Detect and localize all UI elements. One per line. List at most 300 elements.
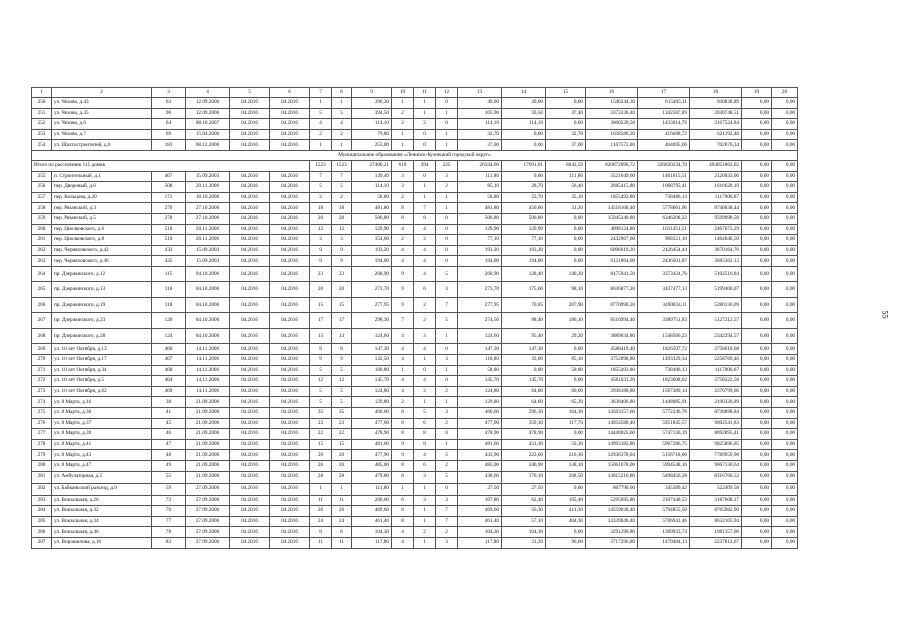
table-cell: 08.12.2006 [186,140,230,151]
table-cell: 15.09.2003 [186,171,230,182]
table-cell: 15.04.2006 [186,129,230,140]
table-cell: 0,00 [772,516,798,527]
table-cell: ул. 8 Марта, д.41 [52,439,152,450]
table-cell: ул. Амбулаторная, д.5 [52,471,152,483]
table-cell: 79,80 [352,129,392,140]
table-cell: 280 [32,460,52,471]
table-cell: 6121864,00 [586,256,638,267]
table-cell: 8 [392,516,414,527]
table-cell: 7 [332,171,352,182]
table-cell: 100,80 [352,365,392,376]
table-cell: 28,70 [502,182,546,193]
table-cell: 4 [414,245,436,256]
table-cell: 207,90 [546,297,586,313]
table-cell: 12.09.2006 [186,98,230,109]
table-cell: 9002541,83 [690,418,742,429]
table-cell: 277 [32,429,52,440]
table-cell: 04.2016 [230,192,270,203]
table-cell: 5706941,46 [638,516,690,527]
table-cell: 8770990,20 [586,297,638,313]
table-cell: 20 [310,450,332,461]
table-cell: 0,00 [546,527,586,538]
table-cell: 0 [436,376,458,387]
table-cell: 04.2016 [270,192,310,203]
table-cell: 478,90 [502,429,546,440]
table-cell: 18 [332,203,352,214]
table-cell: 4 [414,376,436,387]
totals-cell: 1523 [332,160,352,171]
table-cell: 271 [32,365,52,376]
table-cell: 485,00 [458,460,502,471]
table-cell: 58,80 [352,192,392,203]
table-cell: 481,80 [352,203,392,214]
table-cell: 04.2016 [270,108,310,119]
table-cell: 3 [436,282,458,298]
table-cell: 04.2016 [270,450,310,461]
table-cell: 26 [332,460,352,471]
table-cell: 124,80 [458,386,502,397]
table-cell: 1 [414,537,436,548]
table-cell: 88,40 [502,313,546,329]
table-cell: 186,10 [546,313,586,329]
column-number: 18 [690,88,742,98]
table-cell: 04.2016 [230,460,270,471]
table-cell: 0,00 [742,483,772,495]
table-cell: 468 [152,365,186,376]
table-cell: 27.09.2006 [186,537,230,548]
table-cell: 2 [414,313,436,329]
table-cell: 11 [310,495,332,506]
table-cell: 461,40 [352,516,392,527]
table-cell: 04.2016 [230,450,270,461]
table-cell: 0,00 [772,313,798,329]
table-cell: 3717296,80 [586,537,638,548]
table-cell: 0 [414,365,436,376]
table-cell: 621192,48 [690,129,742,140]
table-cell: 0,00 [742,203,772,214]
table-cell: 5 [332,397,352,408]
table-cell: 98,10 [546,282,586,298]
table-cell: 114,10 [502,119,546,130]
table-cell: 0,00 [772,495,798,506]
table-cell: 273 [32,386,52,397]
table-cell: 20 [310,282,332,298]
table-cell: 346,90 [502,460,546,471]
table-cell: 0 [436,119,458,130]
table-cell: 2 [436,386,458,397]
table-cell: 4 [392,245,414,256]
table-cell: 411,30 [546,506,586,517]
table-row [32,182,798,193]
table-row [32,171,798,182]
table-cell: 8 [392,429,414,440]
table-cell: 223,60 [502,450,546,461]
table-cell: 9 [392,450,414,461]
table-cell: 252 [32,119,52,130]
table-cell: 0 [436,483,458,495]
table-cell: 8740038,44 [690,203,742,214]
table-cell: 04.2016 [270,328,310,344]
table-cell: 0,00 [742,192,772,203]
table-cell: 0,00 [742,439,772,450]
table-cell: 3 [414,471,436,483]
table-cell: 1342587,89 [638,108,690,119]
table-cell: 124,60 [352,328,392,344]
table-cell: 277,95 [458,297,502,313]
table-cell: 1433014,76 [638,119,690,130]
table-cell: 04.2016 [270,439,310,450]
table-cell: 04.2016 [230,297,270,313]
totals-cell: 26334,60 [458,160,502,171]
table-cell: 0,00 [742,527,772,538]
table-cell: ул. 8 Марта, д.43 [52,450,152,461]
table-cell: 1 [414,98,436,109]
table-cell: 0,00 [742,245,772,256]
table-row [32,471,798,483]
table-cell: 11 [332,495,352,506]
table-cell: 128,40 [502,266,546,282]
table-cell: 3187608,27 [690,495,742,506]
table-cell: 0,00 [742,108,772,119]
table-cell: 6096619,20 [586,245,638,256]
table-cell: 5794855,50 [638,506,690,517]
table-cell: 298,30 [352,313,392,329]
table-cell: 0,00 [772,527,798,538]
table-cell: 0,00 [772,506,798,517]
table-cell: 1 [392,365,414,376]
table-cell: 14.11.2006 [186,386,230,397]
table-cell: 04.2016 [230,429,270,440]
table-cell: 1 [414,516,436,527]
table-cell: 5 [310,386,332,397]
table-cell: 04.2016 [230,313,270,329]
table-cell: 5 [436,313,458,329]
table-cell: 04.2016 [270,506,310,517]
table-cell: 4 [392,344,414,355]
table-cell: 04.2016 [270,203,310,214]
table-cell: 04.2016 [270,119,310,130]
table-cell: 277,95 [352,297,392,313]
table-cell: 47 [152,439,186,450]
table-cell: 4 [392,386,414,397]
table-cell: 04.2016 [270,527,310,538]
table-cell: 64,80 [502,386,546,397]
table-cell: ул. 10 лет Октября, д.5 [52,376,152,387]
table-row [32,282,798,298]
table-cell: 1981357,06 [690,527,742,538]
table-cell: 1401615,51 [638,171,690,182]
table-cell: 7 [310,171,332,182]
table-cell: 04.2016 [230,386,270,397]
table-cell: 27.09.2006 [186,483,230,495]
table-cell: 256 [32,182,52,193]
table-cell: 8 [310,344,332,355]
table-cell: 7 [436,516,458,527]
table-cell: 1 [332,98,352,109]
table-row [32,450,798,461]
table-cell: 76 [152,506,186,517]
table-cell: 105,40 [546,495,586,506]
table-cell: 1 [392,98,414,109]
table-cell: 4 [392,256,414,267]
table-cell: 4 [392,328,414,344]
table-cell: 20 [332,450,352,461]
table-cell: 14518100,40 [586,203,638,214]
column-number: 19 [742,88,772,98]
table-cell: 5280136,09 [690,297,742,313]
table-cell: 1567389,14 [638,386,690,397]
table-cell: 6 [414,460,436,471]
totals-cell: 17691,01 [502,160,546,171]
table-cell: ул. Чехова, д.6 [52,119,152,130]
table-cell: ул. 8 Марта, д.30 [52,407,152,418]
table-cell: 268 [32,328,52,344]
table-row [32,235,798,246]
table-cell: 118 [152,297,186,313]
table-cell: 59 [152,483,186,495]
table-cell: ул. 8 Марта, д.16 [52,397,152,408]
table-cell: 390,30 [352,98,392,109]
table-cell: 0 [436,256,458,267]
table-cell: 21.09.2006 [186,429,230,440]
table-cell: пер. Черняховского, д.46 [52,256,152,267]
table-cell: 1 [392,483,414,495]
table-row [32,192,798,203]
table-cell: 04.2016 [270,355,310,366]
table-row [32,418,798,429]
table-row [32,119,798,130]
table-cell: 5 [332,182,352,193]
table-cell: 04.10.2006 [186,297,230,313]
table-cell: 1493329,34 [638,355,690,366]
table-cell: 04.2016 [230,245,270,256]
table-cell: 04.2016 [230,282,270,298]
table-cell: 269 [32,344,52,355]
table-cell: 253,00 [352,140,392,151]
table-cell: 140,20 [546,266,586,282]
table-cell: 4 [392,376,414,387]
table-cell: пер. Кольцова, д.20 [52,192,152,203]
table-cell: 0,00 [772,386,798,397]
table-cell: 2030748,51 [690,108,742,119]
column-number: 3 [152,88,186,98]
table-cell: 2 [414,119,436,130]
table-cell: 0,00 [742,129,772,140]
table-cell: 2258769,46 [690,355,742,366]
table-cell: 2 [436,418,458,429]
table-cell: 4588419,40 [586,344,638,355]
table-cell: 04.2016 [270,171,310,182]
table-cell: 04.2016 [270,313,310,329]
table-cell: 14559038,40 [586,506,638,517]
table-cell: 0,00 [772,483,798,495]
table-cell: 11 [310,537,332,548]
column-number: 12 [436,88,458,98]
table-cell: 519 [152,235,186,246]
table-cell: 69 [152,129,186,140]
table-cell: 04.2016 [230,98,270,109]
table-cell: 04.2016 [270,418,310,429]
table-row [32,460,798,471]
table-cell: 0 [436,98,458,109]
table-cell: 24 [310,516,332,527]
table-cell: 0,00 [772,224,798,235]
table-cell: 0,00 [772,282,798,298]
table-cell: 105,90 [458,108,502,119]
table-cell: 506,80 [352,213,392,224]
table-cell: 73 [152,495,186,506]
table-cell: 0,00 [772,297,798,313]
table-cell: 5747130,19 [638,429,690,440]
table-cell: 2 [436,527,458,538]
page-number: 55 [880,310,890,319]
table-cell: 506,80 [458,213,502,224]
table-cell: 3685362,13 [690,256,742,267]
table-cell: 04.2016 [230,182,270,193]
table-cell: 145,70 [458,376,502,387]
table-cell: пер. Рязанский, д.5 [52,213,152,224]
table-cell: 8 [414,439,436,450]
table-cell: 0,00 [742,418,772,429]
table-cell: 04.2016 [230,397,270,408]
table-cell: 0 [414,140,436,151]
table-cell: 2685415,80 [586,182,638,193]
table-row [32,527,798,538]
column-number: 4 [186,88,230,98]
table-cell: 0,00 [772,376,798,387]
table-cell: 77,10 [502,235,546,246]
table-cell: 1616620,19 [690,182,742,193]
table-cell: 15.09.2003 [186,256,230,267]
table-cell: 404,30 [546,516,586,527]
table-row [32,129,798,140]
table-cell: 469 [152,386,186,397]
table-cell: 485,00 [352,460,392,471]
table-cell: 04.2016 [270,397,310,408]
table-cell: 59,50 [502,108,546,119]
table-cell: 117,70 [546,418,586,429]
table-cell: 138,10 [546,460,586,471]
table-cell: 274 [32,397,52,408]
table-cell: 23 [332,266,352,282]
table-cell: 170,10 [502,471,546,483]
table-cell: 28 [310,471,332,483]
table-cell: 4 [332,119,352,130]
table-cell: 167,80 [458,495,502,506]
table-cell: 464695,66 [638,140,690,151]
table-cell: 3389751,83 [638,313,690,329]
table-cell: ул. Вокзальная, д.32 [52,506,152,517]
table-cell: 35 [332,407,352,418]
table-cell: 20.11.2006 [186,182,230,193]
table-cell: 1479484,13 [638,537,690,548]
table-cell: 5199400,07 [690,282,742,298]
table-cell: 85,10 [546,355,586,366]
table-cell: 0,00 [742,213,772,224]
table-cell: 1 [414,483,436,495]
table-cell: 2 [436,460,458,471]
table-cell: 0,00 [742,182,772,193]
table-cell: 37,00 [458,140,502,151]
table-row [32,108,798,119]
table-cell: 77,10 [458,235,502,246]
table-cell: 4 [392,527,414,538]
table-cell: 04.2016 [270,495,310,506]
table-cell: 0 [414,171,436,182]
table-cell: 0,00 [742,537,772,548]
table-cell: 147,30 [502,344,546,355]
table-cell: 522409,58 [690,483,742,495]
table-cell: 4 [414,266,436,282]
table-cell: 260 [32,224,52,235]
table-cell: ул. Вокзальная, д.46 [52,527,152,538]
table-cell: 2 [332,129,352,140]
table-cell: 65,20 [546,397,586,408]
table-cell: 27.09.2006 [186,516,230,527]
table-row [32,328,798,344]
table-cell: 1 [436,140,458,151]
table-cell: 04.2016 [270,537,310,548]
table-cell: 5 [436,471,458,483]
table-cell: ул. 10 лет Октября, д.17 [52,355,152,366]
table-cell: 04.2016 [270,129,310,140]
table-cell: 7 [392,313,414,329]
table-cell: 266 [32,297,52,313]
table-cell: 464 [152,376,186,387]
table-cell: 251 [32,108,52,119]
table-cell: 9067130,64 [690,460,742,471]
table-cell: 114,10 [352,119,392,130]
totals-cell: 1523 [310,160,332,171]
table-cell: 04.10.2006 [186,282,230,298]
table-cell: 1117006,67 [690,365,742,376]
table-cell: 460,60 [352,407,392,418]
table-row [32,203,798,214]
table-row [32,266,798,282]
table-cell: 262 [32,245,52,256]
table-cell: пр. Дзержинского, д.23 [52,313,152,329]
table-cell: 04.2016 [230,355,270,366]
table-cell: 77 [152,516,186,527]
table-cell: 57,10 [502,516,546,527]
totals-cell: 27400,21 [352,160,392,171]
table-cell: 8 [392,460,414,471]
table-cell: 9599998,58 [690,213,742,224]
table-cell: 20.11.2006 [186,235,230,246]
table-cell: 70,05 [502,297,546,313]
table-cell: 5102516,84 [690,266,742,282]
table-row [32,506,798,517]
table-cell: 04.2016 [270,516,310,527]
table-cell: 124 [152,328,186,344]
table-cell: 15945240,80 [586,213,638,224]
table-cell: 5295695,80 [586,495,638,506]
table-cell: 9 [332,355,352,366]
table-cell: 2 [392,397,414,408]
table-cell: 04.2016 [230,108,270,119]
totals-label: Итого по расселению 115 домов [32,160,310,171]
table-cell: 04.2016 [230,506,270,517]
table-cell: 0,00 [546,235,586,246]
section-title: Муниципальное образование «Ленинск-Кузнецкий городской округ» [32,150,798,160]
table-cell: 120 [152,313,186,329]
table-cell: 1 [414,506,436,517]
table-cell: 38 [152,397,186,408]
table-cell: 2432967,60 [586,235,638,246]
table-cell: 0,00 [772,537,798,548]
table-cell: пр. Дзержинского, д.28 [52,328,152,344]
table-cell: 18.10.2006 [186,192,230,203]
